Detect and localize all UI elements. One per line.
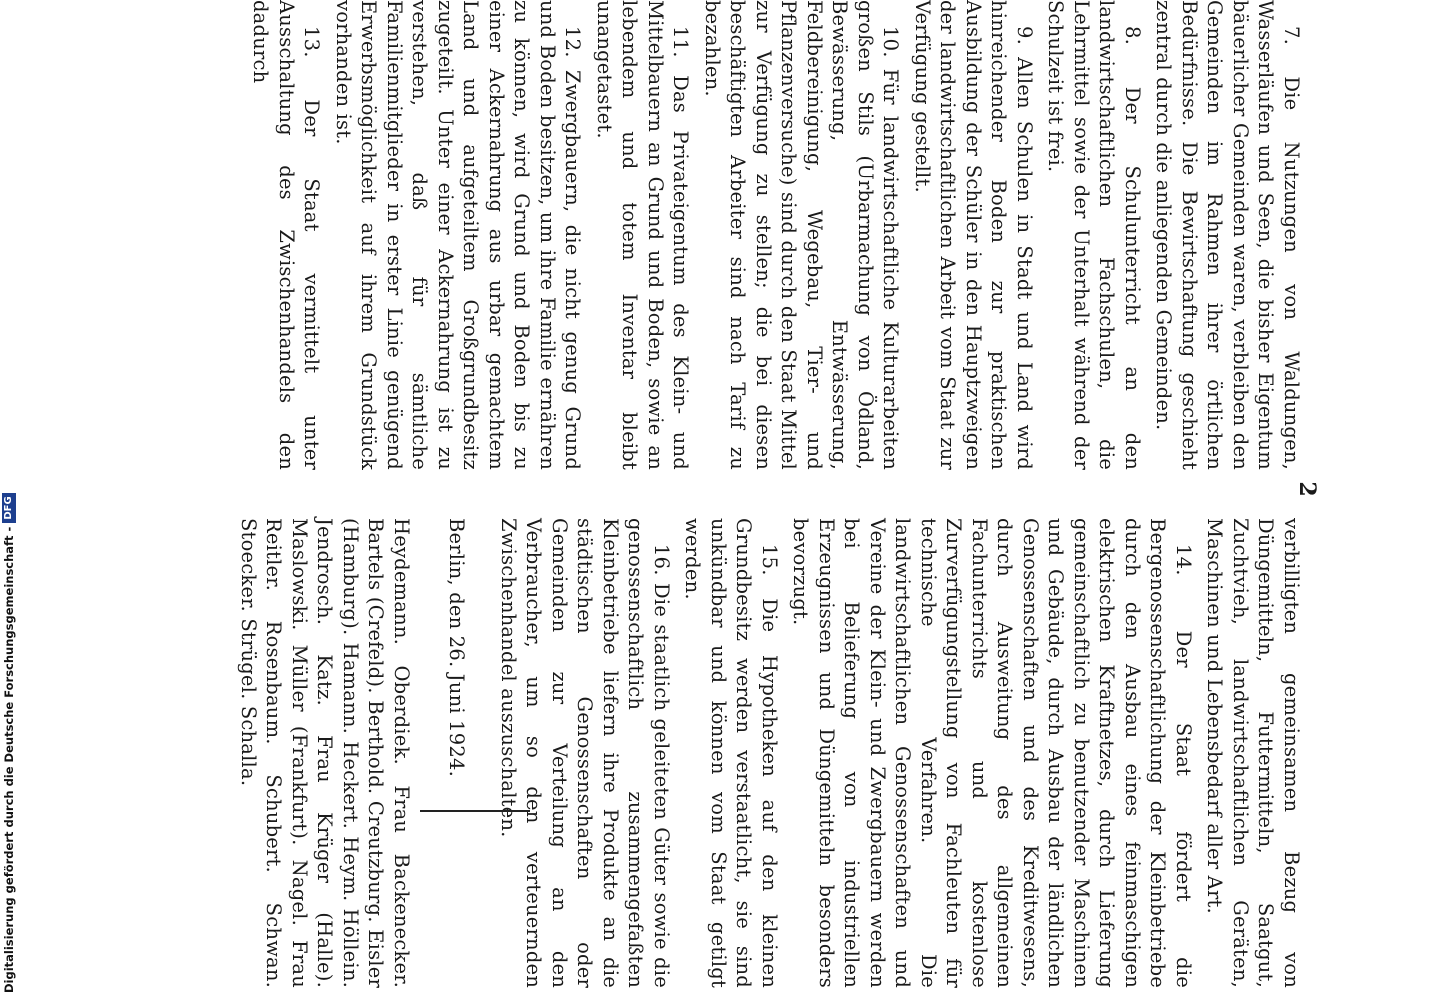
place-date: Berlin, den 26. Juni 1924. [445, 518, 469, 778]
paragraph-10: 10. Für landwirtschaftliche Kulturarbeiten großen Stils (Urbarmachung von Ödland, Bewässerung, Entwässerung, Feldbereinigung, Wegebau, Tier- und Pflanzenversuche) sind durch den Staat Mittel zur Verfügung zu stellen; die bei diesen beschäftigten Arbeiter sind nach Tarif zu bezahlen. [701, 0, 903, 470]
paragraph-13-continued: verbilligten gemeinsamen Bezug von Düngemitteln, Futtermitteln, Saatgut, Zuchtvieh, landwirtschaftlichen Geräten, Maschinen und Lebensbedarf aller Art. [1203, 518, 1303, 988]
credit-text: Digitalisierung gefördert durch die Deutsche Forschungsgemeinschaft - [2, 526, 16, 993]
divider-line [420, 810, 530, 812]
paragraph-7: 7. Die Nutzungen von Waldungen, Wasserläufen und Seen, die bisher Eigentum bäuerlicher Gemeinden waren, verbleiben den Gemeinden im Rahmen ihrer örtlichen Bedürfnisse. Die Bewirtschaftung geschieht zentral durch die anliegenden Gemeinden. [1152, 0, 1303, 470]
digitization-credit [2, 493, 16, 993]
document-page [237, 0, 1320, 1000]
page-number: 2 [1294, 481, 1320, 497]
signatories: Heydemann. Oberdiek. Frau Backenecker. Bartels (Crefeld). Berthold. Creutzburg. Eisler (Hamburg). Hamann. Heckert. Heym. Höllein. Jendrosch. Katz. Frau Krüger (Halle). Maslowski. Müller (Frankfurt). Nagel. Frau Reitler. Rosenbaum. Schubert. Schwan. Stoecker. Strügel. Schalla. [237, 518, 413, 988]
paragraph-12: 12. Zwergbauern, die nicht genug Grund und Boden besitzen, um ihre Familie ernähren zu können, wird Grund und Boden bis zu einer Ackernahrung aus urbar gemachtem Land und aufgeteiltem Großgrundbesitz zugeteilt. Unter einer Ackernahrung ist zu verstehen, daß für sämtliche Familienmitglieder in erster Linie genügend Erwerbsmöglichkeit auf ihrem Grundstück vorhanden ist. [332, 0, 585, 470]
paragraph-15: 15. Die Hypotheken auf den kleinen Grundbesitz werden verstaatlicht, sie sind unkündbar und können vom Staat getilgt werden. [681, 518, 781, 988]
right-column [230, 518, 1305, 988]
paragraph-8: 8. Der Schulunterricht an den landwirtschaftlichen Fachschulen, die Lehrmittel sowie der Unterhalt während der Schulzeit ist frei. [1044, 0, 1144, 470]
paragraph-11: 11. Das Privateigentum des Klein- und Mittelbauern an Grund und Boden, sowie an lebendem und totem Inventar bleibt unangetastet. [593, 0, 693, 470]
paragraph-9: 9. Allen Schulen in Stadt und Land wird hinreichender Boden zur praktischen Ausbildung der Schüler in den Hauptzweigen der landwirtschaftlichen Arbeit vom Staat zur Verfügung gestellt. [911, 0, 1036, 470]
paragraph-14: 14. Der Staat fördert die Bergenossenschaftlichung der Kleinbetriebe durch den Ausbau eines feinmaschigen elektrischen Kraftnetzes, durch Lieferung gemeinschaftlich zu benutzender Maschinen und Gebäude, durch Ausbau der ländlichen Genossenschaften und des Kreditwesens, durch Ausweitung des allgemeinen Fachunterrichts und kostenlose Zurverfügungstellung von Fachleuten für technische Verfahren. Die landwirtschaftlichen Genossenschaften und Vereine der Klein- und Zwergbauern werden bei Belieferung von industriellen Erzeugnissen und Düngemitteln besonders bevorzugt. [789, 518, 1195, 988]
dfg-logo: DFG [2, 493, 16, 522]
paragraph-13-start: 13. Der Staat vermittelt unter Ausschaltung des Zwischenhandels den dadurch [249, 0, 324, 470]
paragraph-16: 16. Die staatlich geleiteten Güter sowie die genossenschaftlich zusammengefaßten Kleinbetriebe liefern ihre Produkte an die städtischen Genossenschaften oder Gemeinden zur Verteilung an den Verbraucher, um so den verteuernden Zwischenhandel auszuschalten. [497, 518, 673, 988]
left-column [242, 0, 1304, 470]
